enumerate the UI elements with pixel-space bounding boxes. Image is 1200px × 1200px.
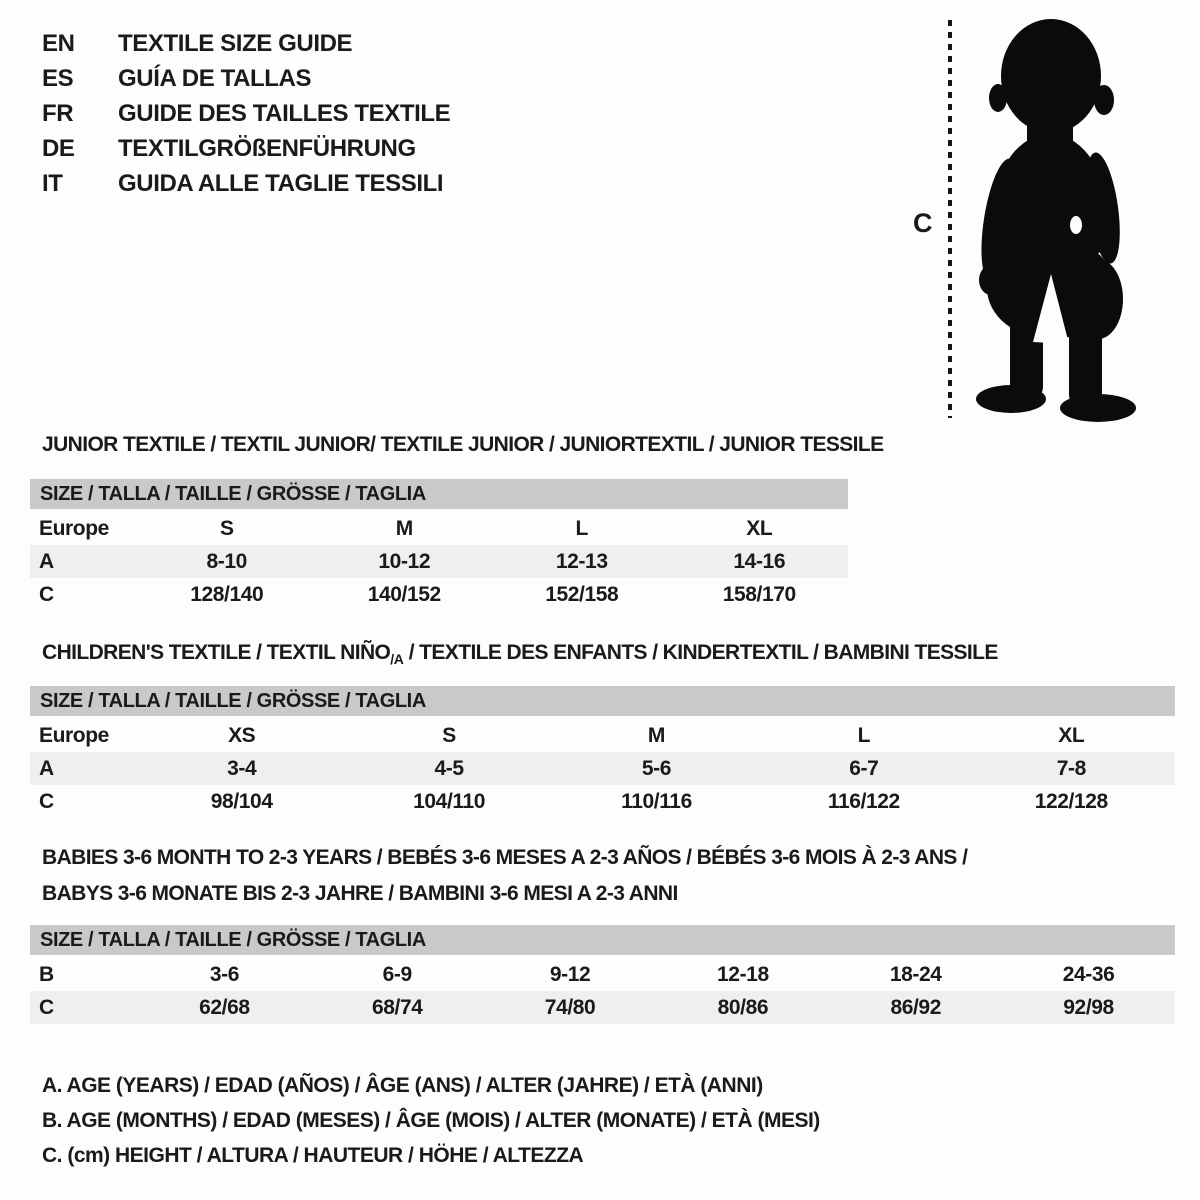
language-row bbox=[42, 26, 450, 61]
size-cell: L bbox=[857, 723, 871, 747]
children-size-table bbox=[30, 686, 1175, 818]
language-row bbox=[42, 131, 450, 166]
age-cell: 12-18 bbox=[717, 962, 769, 986]
children-title-subscript: /A bbox=[390, 651, 404, 667]
size-cell: XS bbox=[228, 723, 256, 747]
language-code: EN bbox=[42, 29, 75, 57]
row-label: Europe bbox=[39, 516, 109, 540]
junior-section-title: JUNIOR TEXTILE / TEXTIL JUNIOR/ TEXTILE JUNIOR / JUNIORTEXTIL / JUNIOR TESSILE bbox=[42, 433, 884, 456]
row-label: B bbox=[39, 962, 54, 986]
size-cell: S bbox=[219, 516, 234, 540]
size-cell: M bbox=[395, 516, 413, 540]
babies-title-line1: BABIES 3-6 MONTH TO 2-3 YEARS / BEBÉS 3-6 MESES A 2-3 AÑOS / BÉBÉS 3-6 MOIS À 2-3 ANS / bbox=[42, 846, 968, 869]
babies-section-title bbox=[42, 840, 967, 912]
row-label: C bbox=[39, 789, 54, 813]
row-label: A bbox=[30, 545, 138, 578]
age-cell: 24-36 bbox=[1062, 962, 1115, 986]
language-code: DE bbox=[42, 134, 75, 162]
legend-line-age-months: B. AGE (MONTHS) / EDAD (MESES) / ÂGE (MOIS) / ALTER (MONATE) / ETÀ (MESI) bbox=[42, 1109, 820, 1132]
table-row bbox=[30, 991, 1175, 1024]
size-header-label: SIZE / TALLA / TAILLE / GRÖSSE / TAGLIA bbox=[30, 686, 1175, 718]
legend-line-height: C. (cm) HEIGHT / ALTURA / HAUTEUR / HÖHE / ALTEZZA bbox=[42, 1144, 584, 1167]
size-cell: XL bbox=[1058, 723, 1085, 747]
age-cell: 6-9 bbox=[382, 962, 412, 986]
height-cell: 86/92 bbox=[829, 991, 1002, 1024]
table-row bbox=[30, 957, 1175, 992]
table-row bbox=[30, 785, 1175, 818]
age-cell: 9-12 bbox=[549, 962, 591, 986]
size-cell: M bbox=[647, 723, 666, 747]
height-cell: 116/122 bbox=[827, 789, 900, 813]
language-code: IT bbox=[42, 169, 63, 197]
legend-line-age-years: A. AGE (YEARS) / EDAD (AÑOS) / ÂGE (ANS) / ALTER (JAHRE) / ETÀ (ANNI) bbox=[42, 1074, 763, 1097]
table-row bbox=[30, 511, 848, 546]
height-dashed-line bbox=[948, 20, 952, 418]
age-cell: 3-6 bbox=[209, 962, 239, 986]
age-cell: 3-4 bbox=[138, 752, 345, 785]
babies-size-table bbox=[30, 925, 1175, 1024]
children-title-pre: CHILDREN'S TEXTILE / TEXTIL NIÑO bbox=[42, 641, 391, 664]
babies-title-line2: BABYS 3-6 MONATE BIS 2-3 JAHRE / BAMBINI 3-6 MESI A 2-3 ANNI bbox=[42, 882, 678, 905]
language-code: FR bbox=[42, 99, 74, 127]
language-row bbox=[42, 61, 450, 96]
height-marker-label: C bbox=[913, 208, 933, 238]
age-cell: 7-8 bbox=[968, 752, 1175, 785]
language-row bbox=[42, 96, 450, 131]
age-cell: 10-12 bbox=[316, 545, 494, 578]
row-label: A bbox=[30, 752, 138, 785]
junior-size-table bbox=[30, 479, 848, 611]
language-title: TEXTILGRÖßENFÜHRUNG bbox=[118, 134, 416, 162]
table-row bbox=[30, 578, 848, 611]
table-row bbox=[30, 545, 848, 578]
height-cell: 98/104 bbox=[210, 789, 273, 813]
age-cell: 6-7 bbox=[760, 752, 967, 785]
size-cell: S bbox=[442, 723, 456, 747]
language-row bbox=[42, 166, 450, 201]
size-header-bar bbox=[30, 686, 1175, 718]
age-cell: 14-16 bbox=[671, 545, 849, 578]
height-cell: 80/86 bbox=[656, 991, 829, 1024]
size-header-bar bbox=[30, 479, 848, 511]
language-title: GUIDA ALLE TAGLIE TESSILI bbox=[118, 169, 444, 197]
age-cell: 4-5 bbox=[345, 752, 552, 785]
height-cell: 74/80 bbox=[484, 991, 657, 1024]
height-cell: 62/68 bbox=[138, 991, 311, 1024]
row-label: Europe bbox=[39, 723, 109, 747]
height-cell: 152/158 bbox=[545, 582, 619, 606]
row-label: C bbox=[30, 991, 138, 1024]
height-cell: 128/140 bbox=[190, 582, 264, 606]
children-title-post: / TEXTILE DES ENFANTS / KINDERTEXTIL / BAMBINI TESSILE bbox=[403, 641, 998, 664]
height-cell: 122/128 bbox=[1034, 789, 1108, 813]
height-cell: 110/116 bbox=[621, 789, 692, 813]
height-cell: 104/110 bbox=[413, 789, 486, 813]
toddler-silhouette-icon bbox=[963, 12, 1148, 422]
height-cell: 158/170 bbox=[722, 582, 796, 606]
language-list bbox=[42, 26, 450, 201]
size-cell: L bbox=[575, 516, 588, 540]
height-figure bbox=[905, 8, 1165, 428]
size-cell: XL bbox=[746, 516, 773, 540]
language-code: ES bbox=[42, 64, 74, 92]
height-cell: 140/152 bbox=[367, 582, 441, 606]
size-header-bar bbox=[30, 925, 1175, 957]
language-title: GUÍA DE TALLAS bbox=[118, 64, 312, 92]
age-cell: 18-24 bbox=[889, 962, 942, 986]
size-header-label: SIZE / TALLA / TAILLE / GRÖSSE / TAGLIA bbox=[30, 479, 848, 511]
table-row bbox=[30, 718, 1175, 753]
age-cell: 5-6 bbox=[553, 752, 760, 785]
age-cell: 12-13 bbox=[493, 545, 671, 578]
table-row bbox=[30, 752, 1175, 785]
language-title: GUIDE DES TAILLES TEXTILE bbox=[118, 99, 451, 127]
age-cell: 8-10 bbox=[138, 545, 316, 578]
language-title: TEXTILE SIZE GUIDE bbox=[118, 29, 353, 57]
row-label: C bbox=[39, 582, 54, 606]
height-cell: 92/98 bbox=[1002, 991, 1175, 1024]
legend bbox=[42, 1068, 820, 1173]
size-header-label: SIZE / TALLA / TAILLE / GRÖSSE / TAGLIA bbox=[30, 925, 1175, 957]
children-section-title bbox=[42, 641, 998, 667]
height-cell: 68/74 bbox=[311, 991, 484, 1024]
